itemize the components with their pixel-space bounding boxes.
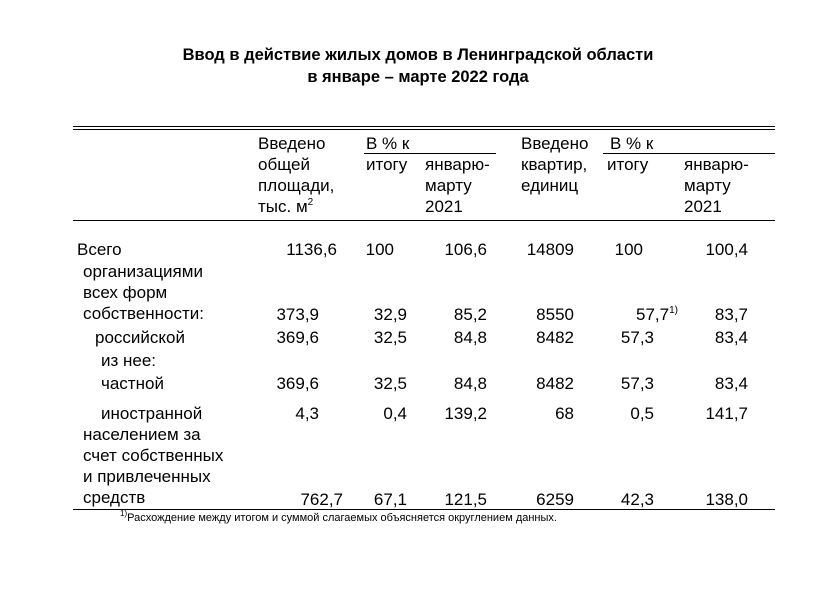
row-label: российской: [95, 328, 185, 347]
cell-apartments: 8482: [536, 328, 574, 347]
cell-total-1: 32,5: [373, 374, 407, 393]
cell-jan-mar-1: 85,2: [453, 305, 487, 324]
cell-jan-mar-2: 138,0: [705, 490, 748, 509]
footnote-text: Расхождение между итогом и суммой слагаемых объясняется округлением данных.: [127, 512, 557, 524]
header-pct-group-2: В % к: [610, 134, 654, 153]
row-label: частной: [101, 374, 164, 393]
cell-jan-mar-1: 84,8: [453, 374, 487, 393]
cell-total-2: 100: [614, 240, 643, 259]
header-apartments: Введено квартир, единиц: [521, 134, 589, 195]
cell-jan-mar-2: 141,7: [705, 404, 748, 423]
header-total-2: итогу: [607, 155, 649, 174]
cell-jan-mar-1: 121,5: [444, 490, 487, 509]
top-rule: [73, 126, 775, 127]
header-total-1: итогу: [366, 155, 408, 174]
row-label: Всего: [77, 240, 122, 259]
cell-area: 369,6: [276, 374, 319, 393]
cell-total-2: 57,3: [620, 374, 654, 393]
row-label: иностранной: [101, 404, 203, 423]
cell-apartments: 8550: [536, 305, 574, 324]
document-title: [0, 44, 836, 88]
row-label: населением за счет собственных и привлеченных средств: [83, 425, 224, 507]
header-bottom-rule: [73, 220, 775, 221]
cell-total-1: 32,5: [373, 328, 407, 347]
header-pct-group-1: В % к: [366, 134, 410, 153]
cell-total-2: 57,7$^{1)}$: [636, 305, 678, 324]
cell-apartments: 8482: [536, 374, 574, 393]
title-line-2: в январе – марте 2022 года: [307, 68, 529, 86]
row-label: из нее:: [101, 351, 157, 370]
cell-jan-mar-1: 106,6: [444, 240, 487, 259]
cell-jan-mar-1: 139,2: [444, 404, 487, 423]
top-rule-second: [73, 129, 775, 130]
cell-area: 373,9: [276, 305, 319, 324]
cell-total-1: 32,9: [373, 305, 407, 324]
cell-total-2: 42,3: [620, 490, 654, 509]
table-bottom-rule: [73, 509, 775, 510]
cell-jan-mar-1: 84,8: [453, 328, 487, 347]
cell-jan-mar-2: 83,4: [714, 328, 748, 347]
cell-area: 4,3: [295, 404, 319, 423]
title-line-1: Ввод в действие жилых домов в Ленинградской области: [182, 46, 654, 64]
footnote-marker: 1): [669, 305, 678, 316]
cell-area: 1136,6: [286, 240, 337, 259]
cell-total-2: 57,3: [620, 328, 654, 347]
cell-jan-mar-2: 83,7: [714, 305, 748, 324]
header-area: Введено общей площади, тыс. $м^2$: [258, 134, 335, 216]
cell-apartments: 68: [555, 404, 574, 423]
row-label: организациями всех форм собственности:: [83, 262, 205, 323]
cell-area: 762,7: [300, 490, 343, 509]
footnote-marker: 1): [120, 509, 128, 518]
cell-area: 369,6: [276, 328, 319, 347]
cell-jan-mar-2: 100,4: [705, 240, 748, 259]
cell-jan-mar-2: 83,4: [714, 374, 748, 393]
footnote: [120, 509, 557, 524]
cell-total-1: 67,1: [373, 490, 407, 509]
header-jan-mar-1: январю- марту 2021: [425, 155, 490, 216]
cell-apartments: 14809: [526, 240, 574, 259]
cell-total-2: 0,5: [630, 404, 654, 423]
cell-total-1: 0,4: [383, 404, 407, 423]
cell-total-1: 100: [365, 240, 394, 259]
cell-apartments: 6259: [536, 490, 574, 509]
header-jan-mar-2: январю- марту 2021: [684, 155, 749, 216]
